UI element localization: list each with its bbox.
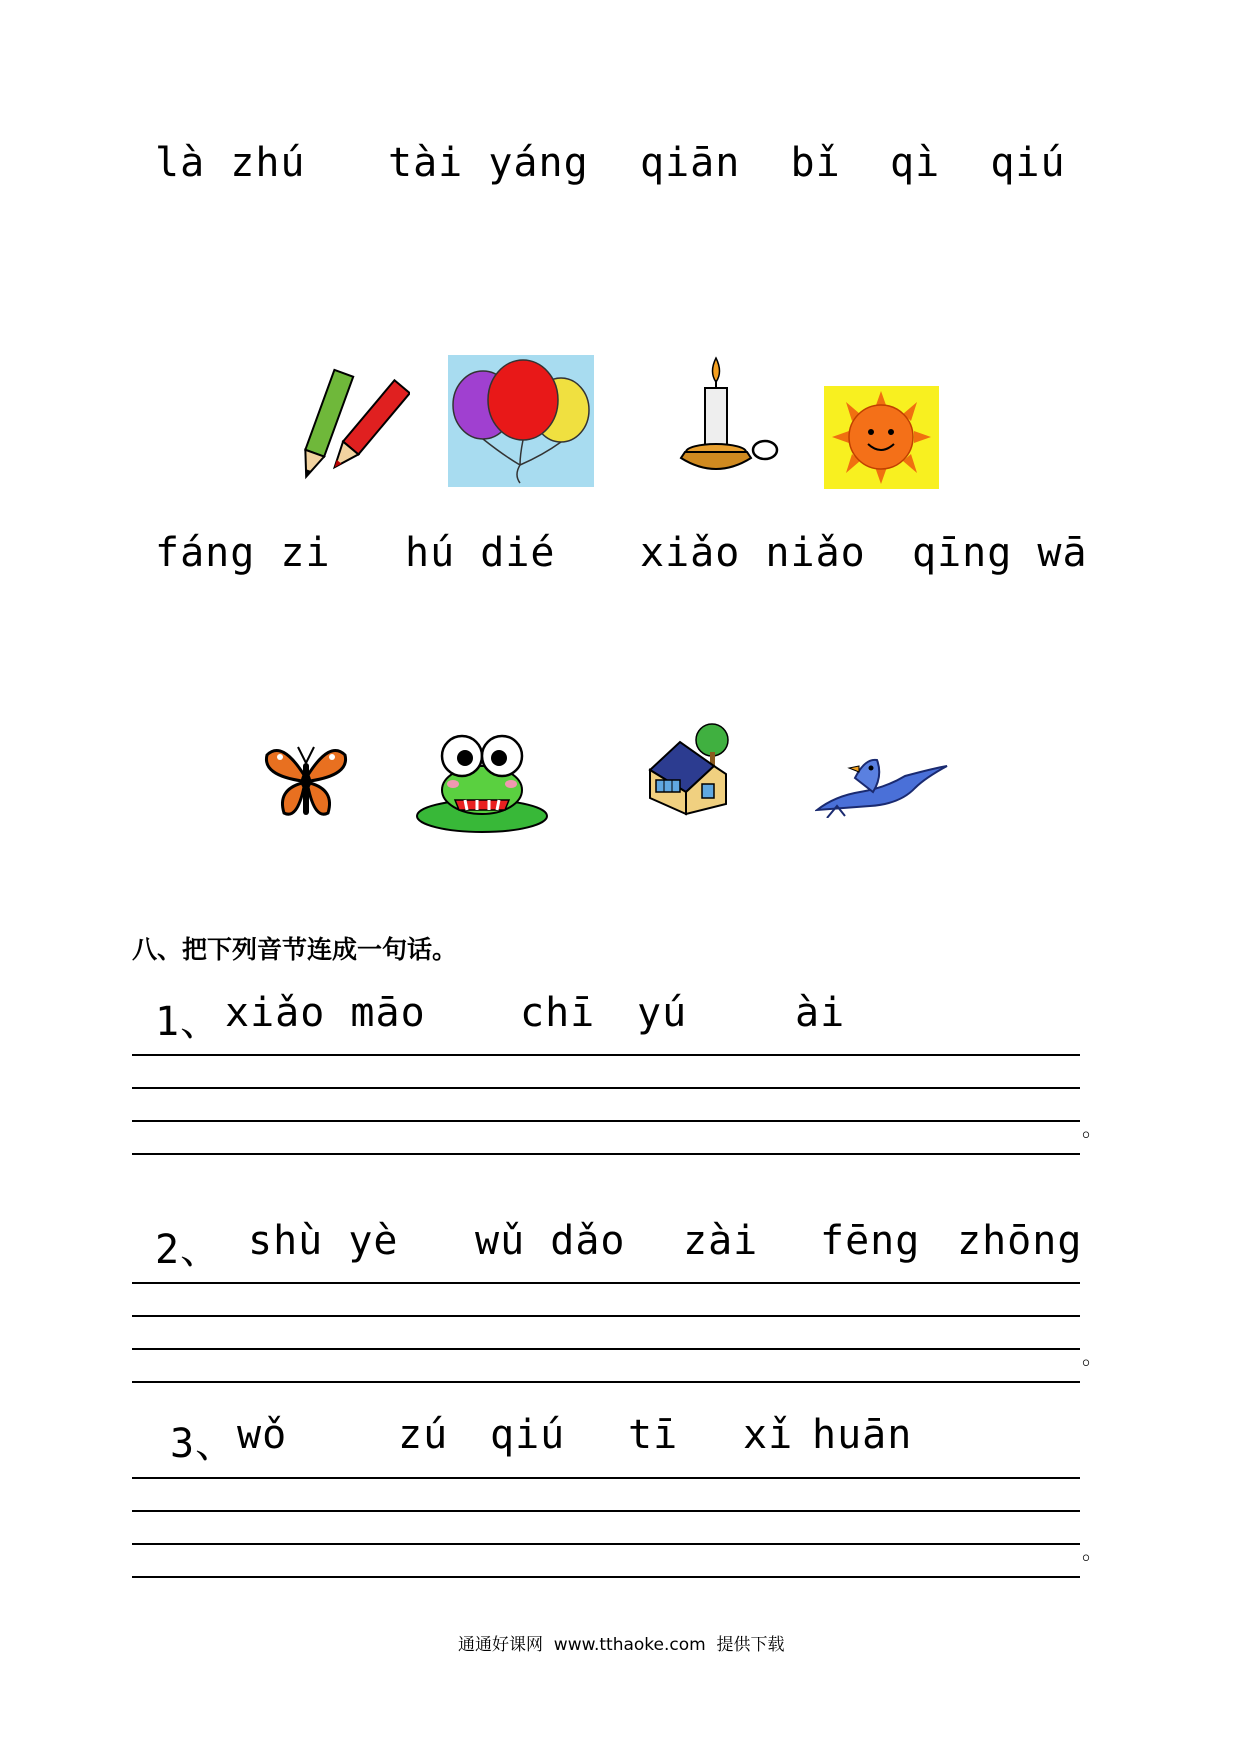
syllable: xǐ (743, 1412, 794, 1458)
pinyin-hu-die: hú dié (405, 530, 556, 576)
end-mark: 。 (1082, 1117, 1105, 1142)
writing-line (132, 1477, 1080, 1479)
writing-line (132, 1576, 1080, 1578)
syllable: qiú (490, 1412, 566, 1458)
balloons-icon (448, 355, 594, 487)
writing-line (132, 1543, 1080, 1545)
section-title: 八、把下列音节连成一句话。 (132, 935, 458, 964)
pinyin-xiao-niao: xiǎo niǎo (640, 530, 866, 576)
pinyin-qing-wa: qīng wā (912, 530, 1088, 576)
bird-icon (815, 748, 950, 818)
syllable: shù yè (248, 1218, 399, 1264)
syllable: chī (520, 990, 596, 1036)
writing-line (132, 1054, 1080, 1056)
syllable: fēng (820, 1218, 921, 1264)
butterfly-icon (262, 735, 350, 823)
syllable: ài (795, 990, 846, 1036)
end-mark: 。 (1082, 1540, 1105, 1565)
writing-line (132, 1120, 1080, 1122)
writing-line (132, 1315, 1080, 1317)
pinyin-la-zhu: là zhú (155, 140, 306, 186)
footer-text: 通通好课网 www.tthaoke.com 提供下载 (458, 1635, 785, 1655)
pinyin-fang-zi: fáng zi (155, 530, 331, 576)
sun-icon (824, 386, 939, 489)
syllable: tī (628, 1412, 679, 1458)
syllable: zhōng (957, 1218, 1083, 1264)
syllable: huān (812, 1412, 913, 1458)
syllable: wǔ dǎo (475, 1218, 626, 1264)
writing-line (132, 1282, 1080, 1284)
syllable: zú (398, 1412, 449, 1458)
writing-line (132, 1153, 1080, 1155)
sentence-2-number: 2、 (155, 1227, 222, 1273)
pencils-icon (290, 365, 410, 490)
pinyin-tai-yang: tài yáng (388, 140, 589, 186)
writing-line (132, 1348, 1080, 1350)
house-icon (640, 722, 738, 818)
frog-icon (415, 728, 550, 836)
pinyin-qian-bi: qiān bǐ (640, 140, 841, 186)
syllable: zài (683, 1218, 759, 1264)
sentence-1-number: 1、 (155, 999, 222, 1045)
writing-line (132, 1381, 1080, 1383)
syllable: wǒ (237, 1412, 288, 1458)
sentence-3-number: 3、 (170, 1421, 237, 1467)
writing-line (132, 1510, 1080, 1512)
writing-line (132, 1087, 1080, 1089)
pinyin-qi-qiu: qì qiú (890, 140, 1066, 186)
syllable: xiǎo māo (225, 990, 426, 1036)
end-mark: 。 (1082, 1345, 1105, 1370)
syllable: yú (637, 990, 688, 1036)
candle-icon (675, 350, 790, 485)
